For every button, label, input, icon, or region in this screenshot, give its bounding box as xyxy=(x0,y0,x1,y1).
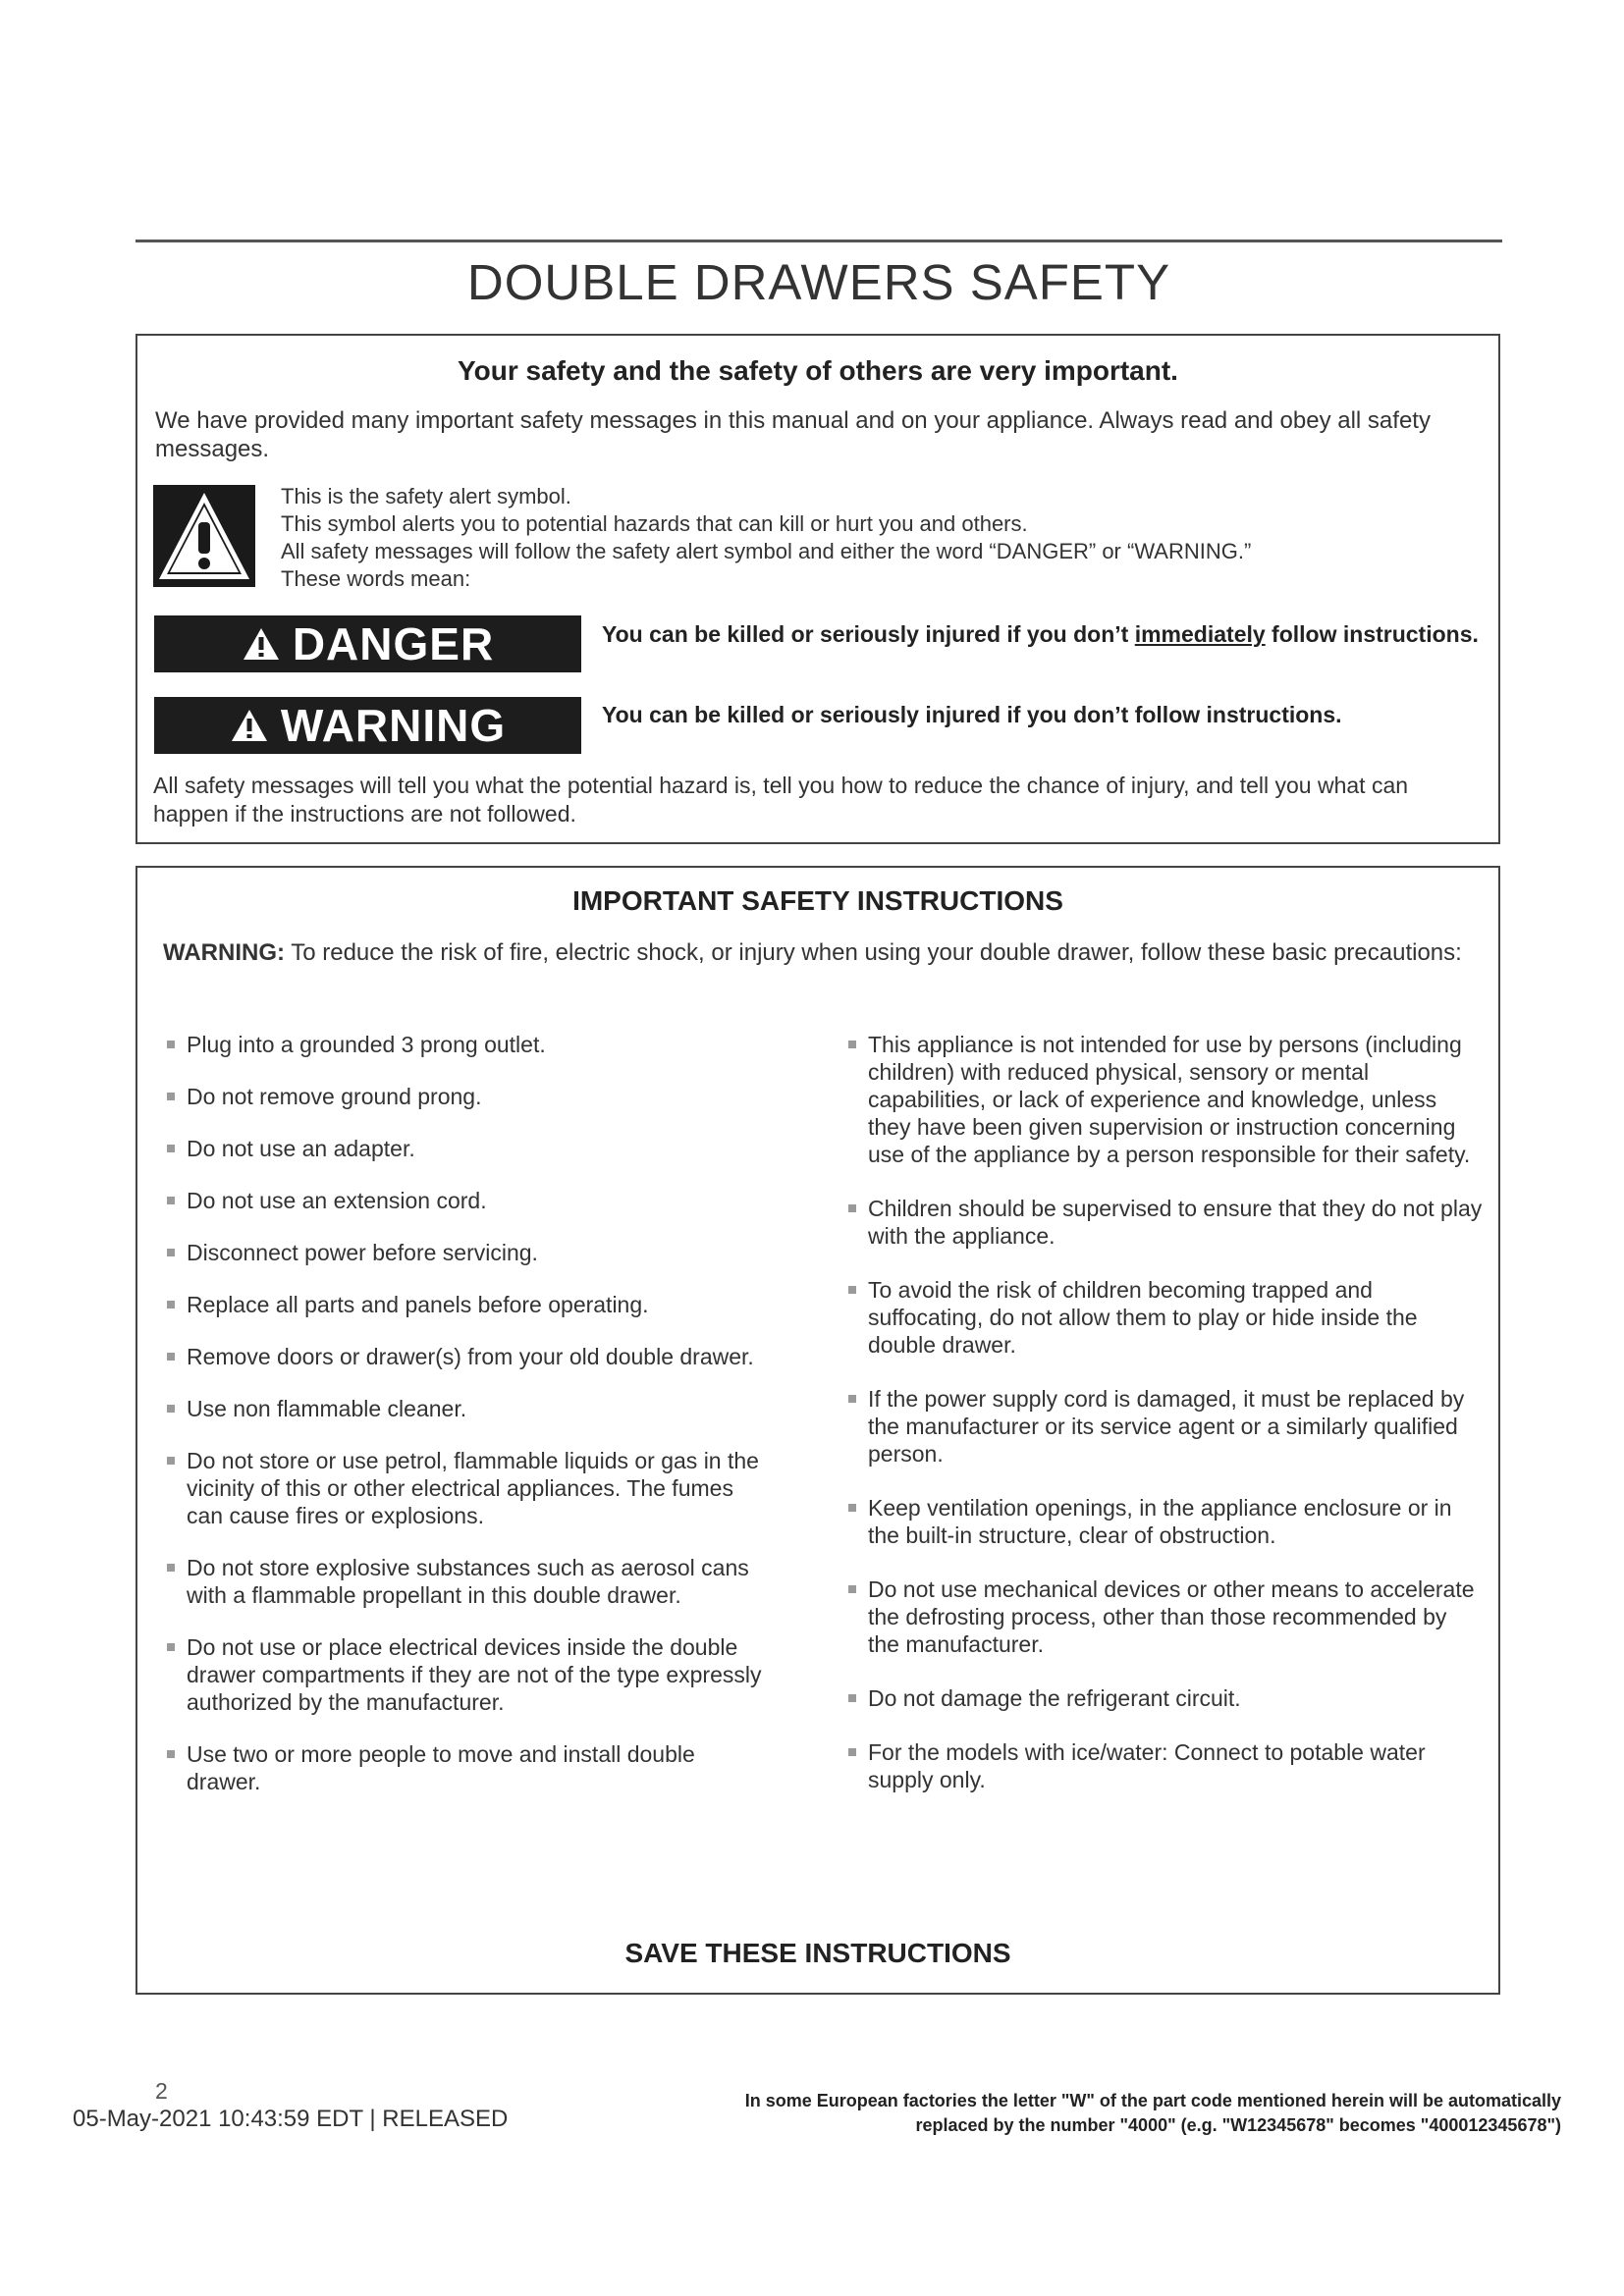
list-item xyxy=(844,1276,1483,1359)
list-item xyxy=(163,1291,772,1318)
bullet-icon xyxy=(167,1750,175,1758)
list-item xyxy=(844,1385,1483,1468)
bullet-icon xyxy=(167,1093,175,1100)
warning-triangle-icon xyxy=(230,708,269,743)
warning-label: WARNING xyxy=(280,700,507,751)
list-item xyxy=(163,1343,772,1370)
bullet-icon xyxy=(848,1395,856,1403)
instructions-warning xyxy=(163,938,1469,967)
bullet-icon xyxy=(167,1643,175,1651)
list-item-text: Keep ventilation openings, in the appliance enclosure or in the built-in structure, clear of obstruction. xyxy=(868,1495,1452,1548)
list-item xyxy=(163,1031,772,1058)
safety-box-footer: All safety messages will tell you what the potential hazard is, tell you how to reduce the chance of injury, and tell you what can happen if the instructions are not followed. xyxy=(153,773,1409,827)
list-item xyxy=(844,1031,1483,1168)
bullet-icon xyxy=(167,1301,175,1308)
list-item xyxy=(163,1554,772,1609)
list-item-text: Do not damage the refrigerant circuit. xyxy=(868,1685,1241,1711)
bullet-icon xyxy=(167,1353,175,1361)
list-item-text: For the models with ice/water: Connect to potable water supply only. xyxy=(868,1739,1426,1792)
list-item xyxy=(844,1575,1483,1658)
warning-banner xyxy=(154,697,581,754)
list-item xyxy=(163,1135,772,1162)
safety-alert-description xyxy=(281,483,1479,593)
list-item xyxy=(844,1494,1483,1549)
bullet-icon xyxy=(167,1197,175,1204)
list-item-text: This appliance is not intended for use by persons (including children) with reduced physical, sensory or mental capabilities, or lack of experience and knowledge, unless they have been given supervision or instruction concerning use of the appliance by a person responsible for their safety. xyxy=(868,1032,1471,1167)
factory-note-line: replaced by the number "4000" (e.g. "W12345678" becomes "400012345678") xyxy=(915,2115,1561,2135)
list-item xyxy=(163,1239,772,1266)
safety-alert-icon xyxy=(153,485,255,587)
save-instructions-heading: SAVE THESE INSTRUCTIONS xyxy=(624,1938,1011,1968)
danger-text-part: You can be killed or seriously injured if you don’t xyxy=(602,621,1135,647)
danger-text-emphasis: immediately xyxy=(1134,621,1266,647)
title-rule xyxy=(135,240,1502,242)
list-item-text: Plug into a grounded 3 prong outlet. xyxy=(187,1032,546,1057)
instructions-heading: IMPORTANT SAFETY INSTRUCTIONS xyxy=(572,885,1063,916)
bullet-icon xyxy=(167,1249,175,1256)
release-stamp: 05-May-2021 10:43:59 EDT | RELEASED xyxy=(73,2106,509,2132)
list-item-text: Children should be supervised to ensure that they do not play with the appliance. xyxy=(868,1196,1483,1249)
instructions-right-column xyxy=(844,1031,1483,1793)
bullet-icon xyxy=(167,1564,175,1572)
danger-text-part: follow instructions. xyxy=(1265,621,1479,647)
danger-banner xyxy=(154,615,581,672)
list-item xyxy=(163,1395,772,1422)
bullet-icon xyxy=(848,1286,856,1294)
list-item-text: Do not use an extension cord. xyxy=(187,1188,487,1213)
instructions-box xyxy=(135,866,1500,1995)
bullet-icon xyxy=(848,1694,856,1702)
bullet-icon xyxy=(167,1457,175,1465)
list-item-text: Do not use an adapter. xyxy=(187,1136,415,1161)
bullet-icon xyxy=(848,1041,856,1048)
safety-info-box xyxy=(135,334,1500,844)
alert-line: These words mean: xyxy=(281,566,471,591)
list-item-text: Replace all parts and panels before operating. xyxy=(187,1292,649,1317)
list-item xyxy=(844,1195,1483,1250)
page-number: 2 xyxy=(155,2078,168,2104)
list-item xyxy=(844,1684,1483,1712)
warning-description: You can be killed or seriously injured if you don’t follow instructions. xyxy=(602,702,1342,727)
list-item xyxy=(163,1740,772,1795)
list-item-text: Do not use mechanical devices or other means to accelerate the defrosting process, other than those recommended by the manufacturer. xyxy=(868,1576,1475,1657)
list-item-text: Use non flammable cleaner. xyxy=(187,1396,467,1421)
safety-box-intro: We have provided many important safety messages in this manual and on your appliance. Always read and obey all safety messages. xyxy=(155,407,1431,462)
alert-line: This symbol alerts you to potential hazards that can kill or hurt you and others. xyxy=(281,511,1028,536)
list-item xyxy=(163,1447,772,1529)
list-item-text: To avoid the risk of children becoming trapped and suffocating, do not allow them to play or hide inside the double drawer. xyxy=(868,1277,1418,1358)
instructions-warning-text: To reduce the risk of fire, electric shock, or injury when using your double drawer, follow these basic precautions: xyxy=(284,939,1462,966)
list-item-text: Do not remove ground prong. xyxy=(187,1084,482,1109)
bullet-icon xyxy=(848,1585,856,1593)
bullet-icon xyxy=(167,1405,175,1413)
list-item-text: If the power supply cord is damaged, it must be replaced by the manufacturer or its service agent or a similarly qualified person. xyxy=(868,1386,1465,1467)
list-item-text: Disconnect power before servicing. xyxy=(187,1240,538,1265)
list-item-text: Do not store or use petrol, flammable liquids or gas in the vicinity of this or other electrical appliances. The fumes can cause fires or explosions. xyxy=(187,1448,759,1528)
bullet-icon xyxy=(848,1504,856,1512)
list-item-text: Do not store explosive substances such as aerosol cans with a flammable propellant in this double drawer. xyxy=(187,1555,749,1608)
factory-note xyxy=(589,2089,1561,2138)
factory-note-line: In some European factories the letter "W" of the part code mentioned herein will be automatically xyxy=(744,2091,1561,2110)
instructions-left-column xyxy=(163,1031,772,1795)
safety-box-heading: Your safety and the safety of others are very important. xyxy=(458,355,1178,386)
bullet-icon xyxy=(167,1041,175,1048)
bullet-icon xyxy=(848,1748,856,1756)
list-item xyxy=(844,1738,1483,1793)
alert-line: This is the safety alert symbol. xyxy=(281,484,571,508)
alert-line: All safety messages will follow the safety alert symbol and either the word “DANGER” or “WARNING.” xyxy=(281,539,1252,563)
list-item-text: Remove doors or drawer(s) from your old double drawer. xyxy=(187,1344,754,1369)
danger-label: DANGER xyxy=(292,618,495,669)
instructions-warning-label: WARNING: xyxy=(163,939,285,966)
list-item-text: Use two or more people to move and install double drawer. xyxy=(187,1741,695,1794)
page-title: DOUBLE DRAWERS SAFETY xyxy=(466,254,1171,310)
bullet-icon xyxy=(848,1204,856,1212)
list-item xyxy=(163,1633,772,1716)
list-item-text: Do not use or place electrical devices inside the double drawer compartments if they are not of the type expressly authorized by the manufacturer. xyxy=(187,1634,762,1715)
danger-description xyxy=(602,620,1486,648)
list-item xyxy=(163,1187,772,1214)
bullet-icon xyxy=(167,1145,175,1152)
list-item xyxy=(163,1083,772,1110)
warning-triangle-icon xyxy=(242,626,281,662)
